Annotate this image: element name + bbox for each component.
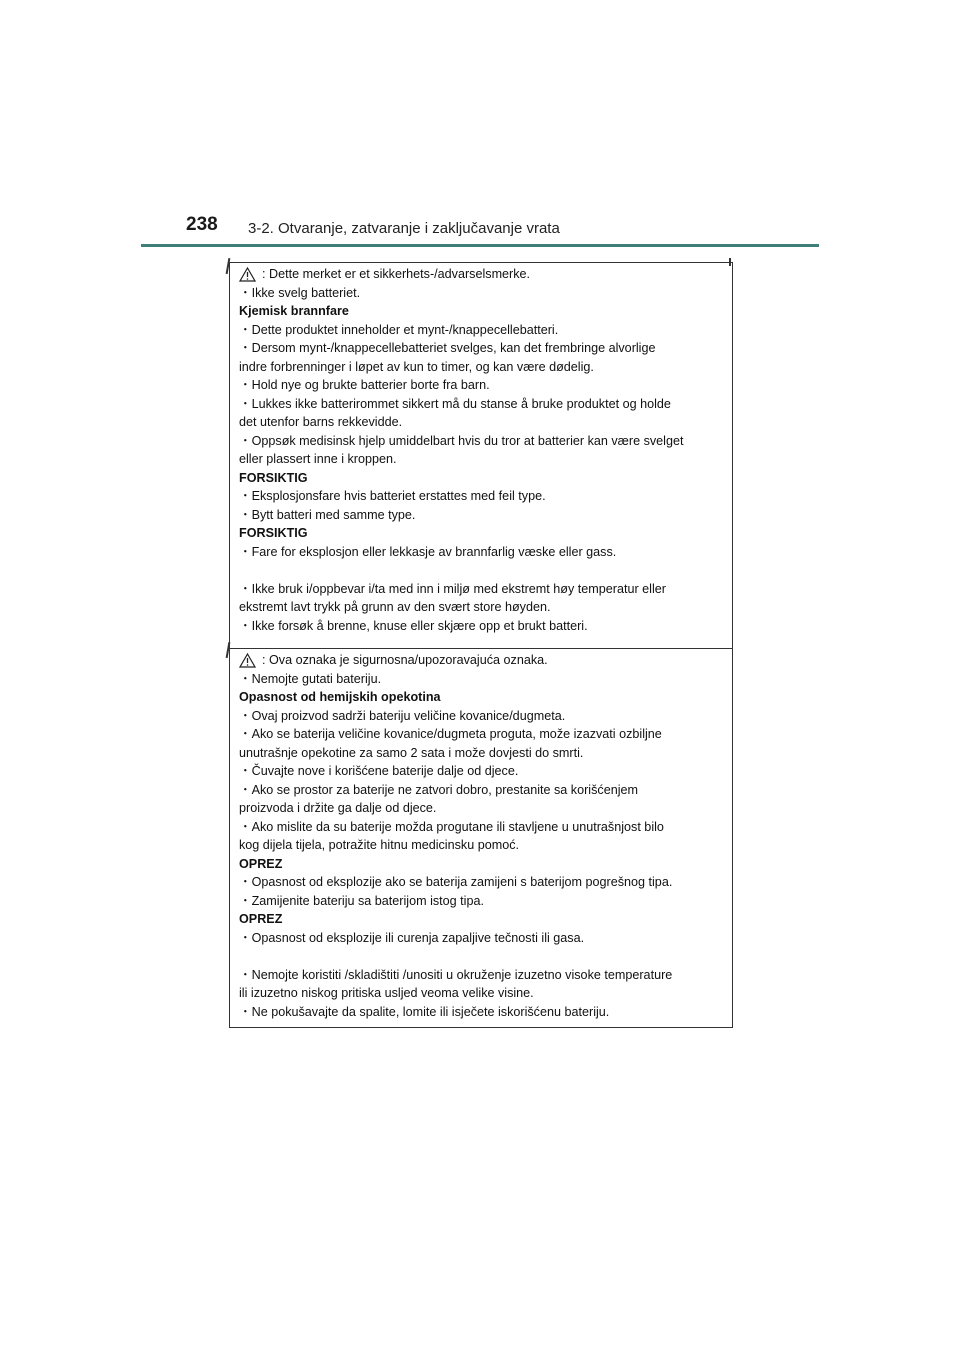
warning-text-line: unutrašnje opekotine za samo 2 sata i može dovjesti do smrti.: [239, 745, 584, 760]
warning-text-line: ・Ovaj proizvod sadrži bateriju veličine kovanice/dugmeta.: [239, 708, 566, 723]
warning-heading: Opasnost od hemijskih opekotina: [239, 690, 441, 704]
section-title: 3-2. Otvaranje, zatvaranje i zaključavanje vrata: [248, 220, 560, 237]
warning-text-line: ・Nemojte koristiti /skladištiti /unositi u okruženje izuzetno visoke temperature: [239, 967, 673, 982]
warning-triangle-icon: [239, 267, 256, 282]
warning-triangle-icon: [239, 653, 256, 668]
warning-text-line: ・Opasnost od eksplozije ili curenja zapaljive tečnosti ili gasa.: [239, 930, 585, 945]
blank-line: [239, 947, 727, 966]
warning-text-line: eller plassert inne i kroppen.: [239, 452, 397, 466]
warning-text-line: ili izuzetno niskog pritiska usljed veoma velike visine.: [239, 986, 534, 1000]
warning-text-line: ekstremt lavt trykk på grunn av den svært store høyden.: [239, 600, 551, 614]
warning-heading: OPREZ: [239, 912, 283, 926]
warning-text-line: indre forbrenninger i løpet av kun to timer, og kan være dødelig.: [239, 359, 594, 374]
warning-text-line: ・Ako se baterija veličine kovanice/dugmeta proguta, može izazvati ozbiljne: [239, 727, 662, 741]
blank-line: [239, 561, 727, 580]
warning-text-line: ・Ikke bruk i/oppbevar i/ta med inn i miljø med ekstremt høy temperatur eller: [239, 581, 666, 596]
warning-text-line: ・Bytt batteri med samme type.: [239, 507, 416, 522]
warning-text-line: det utenfor barns rekkevidde.: [239, 415, 403, 429]
warning-text-line: ・Dersom mynt-/knappecellebatteriet svelges, kan det frembringe alvorlige: [239, 341, 656, 355]
norwegian-warning-lines: [239, 265, 727, 635]
warning-symbol-caption: : Dette merket er et sikkerhets-/advarselsmerke.: [262, 267, 531, 281]
warning-text-line: kog dijela tijela, potražite hitnu medicinsku pomoć.: [239, 838, 520, 852]
warning-heading: FORSIKTIG: [239, 526, 308, 540]
norwegian-warning-block: [230, 263, 732, 646]
warning-text-line: ・Opasnost od eksplozije ako se baterija zamijeni s baterijom pogrešnog tipa.: [239, 875, 673, 889]
warning-text-line: ・Ikke svelg batteriet.: [239, 285, 361, 300]
warning-text-line: ・Zamijenite bateriju sa baterijom istog tipa.: [239, 893, 484, 908]
warning-text-line: proizvoda i držite ga dalje od djece.: [239, 801, 437, 815]
warning-text-line: ・Ako se prostor za baterije ne zatvori dobro, prestanite sa korišćenjem: [239, 782, 638, 797]
scanned-warning-label: [229, 262, 733, 1028]
warning-text-line: ・Hold nye og brukte batterier borte fra barn.: [239, 378, 490, 392]
page-number: 238: [186, 214, 218, 235]
warning-text-line: ・Nemojte gutati bateriju.: [239, 671, 382, 686]
warning-text-line: [239, 265, 727, 284]
croatian-warning-block: [230, 648, 732, 1028]
croatian-warning-lines: [239, 651, 727, 1021]
warning-heading: Kjemisk brannfare: [239, 304, 349, 318]
warning-text-line: ・Fare for eksplosjon eller lekkasje av brannfarlig væske eller gass.: [239, 544, 617, 559]
warning-text-line: ・Čuvajte nove i korišćene baterije dalje od djece.: [239, 764, 519, 778]
warning-text-line: ・Lukkes ikke batterirommet sikkert må du stanse å bruke produktet og holde: [239, 396, 671, 411]
warning-text-line: [239, 651, 727, 670]
warning-heading: FORSIKTIG: [239, 470, 308, 485]
page-header: [0, 0, 960, 250]
warning-text-line: ・Ako mislite da su baterije možda progutane ili stavljene u unutrašnjost bilo: [239, 819, 664, 834]
warning-text-line: ・Eksplosjonsfare hvis batteriet erstattes med feil type.: [239, 489, 546, 503]
warning-text-line: ・Oppsøk medisinsk hjelp umiddelbart hvis du tror at batterier kan være svelget: [239, 433, 684, 448]
warning-symbol-caption: : Ova oznaka je sigurnosna/upozoravajuća oznaka.: [262, 653, 548, 667]
warning-text-line: ・Ikke forsøk å brenne, knuse eller skjære opp et brukt batteri.: [239, 618, 588, 633]
header-rule: [141, 244, 819, 247]
warning-heading: OPREZ: [239, 856, 283, 871]
warning-text-line: ・Ne pokušavajte da spalite, lomite ili isječete iskorišćenu bateriju.: [239, 1004, 610, 1019]
warning-text-line: ・Dette produktet inneholder et mynt-/knappecellebatteri.: [239, 322, 559, 337]
scan-corner-mark: [729, 258, 731, 266]
